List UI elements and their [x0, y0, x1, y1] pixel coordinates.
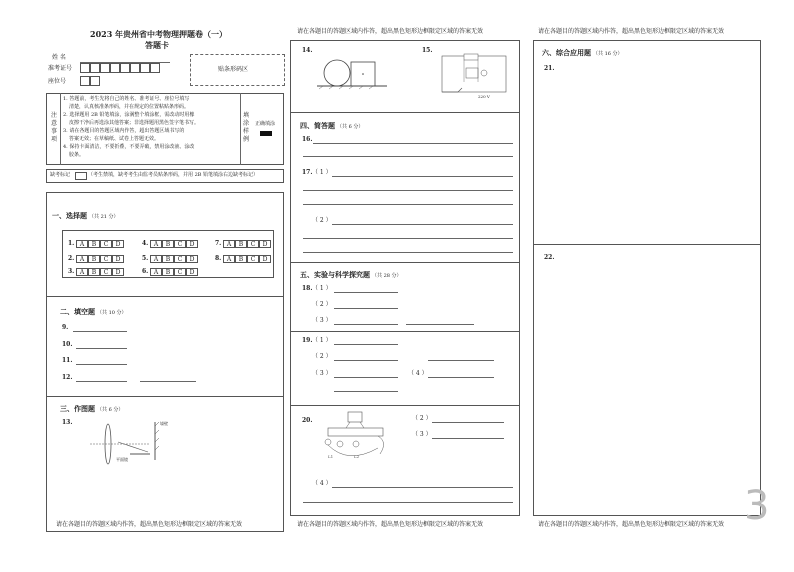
middle-warning-top: 请在各题目的答题区域内作答，超出黑色矩形边框限定区域的答案无效 — [297, 28, 484, 35]
q19-extra-blank[interactable] — [334, 391, 398, 392]
page-title: 2023 年贵州省中考物理押题卷（一） — [90, 29, 228, 39]
q19-part-3: （ 3 ） — [312, 370, 332, 377]
q16-num: 16. — [302, 136, 313, 143]
absent-mark[interactable] — [75, 172, 87, 180]
q20-4-line-1[interactable] — [332, 487, 513, 488]
section-5-title: 五、实验与科学探究题 — [300, 270, 370, 279]
section-3-score: （共 6 分） — [97, 407, 124, 413]
q19-2-blank-1[interactable] — [334, 360, 398, 361]
q17-1-line-3[interactable] — [303, 204, 513, 205]
choice-1-options[interactable]: A B C D — [76, 240, 124, 248]
q20-part-4: （ 4 ） — [312, 480, 332, 487]
q20-part-2: （ 2 ） — [412, 415, 432, 422]
section-1-title: 一、选择题 — [52, 211, 87, 220]
page-subtitle: 答题卡 — [145, 40, 169, 50]
q17-1-line-1[interactable] — [332, 176, 513, 177]
q20-3-blank[interactable] — [432, 438, 504, 439]
choice-7-num: 7. — [215, 240, 222, 247]
q11-num: 11. — [62, 357, 73, 364]
correct-fill-sample — [260, 131, 272, 136]
q17-2-line-2[interactable] — [303, 238, 513, 239]
seat-cells[interactable] — [80, 76, 100, 86]
q18-3-blank-1[interactable] — [334, 324, 398, 325]
choice-4-options[interactable]: A B C D — [150, 240, 198, 248]
choice-4-num: 4. — [142, 240, 149, 247]
q18-1-blank[interactable] — [334, 292, 398, 293]
q17-2-line-3[interactable] — [303, 252, 513, 253]
section-2-score: （共 10 分） — [97, 310, 127, 316]
q20-circuit-figure[interactable] — [318, 410, 398, 465]
q17-2-line-1[interactable] — [332, 224, 513, 225]
absent-label: 缺考标记 — [50, 172, 71, 178]
q15-num: 15. — [422, 47, 433, 54]
q16-line-2[interactable] — [303, 156, 513, 157]
section-3-title: 三、作图题 — [60, 404, 95, 413]
q12-num: 12. — [62, 374, 73, 381]
svg-text:L2: L2 — [354, 454, 360, 459]
q19-3-blank[interactable] — [334, 377, 398, 378]
q18-part-1: （ 1 ） — [312, 285, 332, 292]
right-warning-top: 请在各题目的答题区域内作答，超出黑色矩形边框限定区域的答案无效 — [538, 28, 725, 35]
section-6-score: （共 16 分） — [593, 51, 623, 57]
choice-6-options[interactable]: A B C D — [150, 268, 198, 276]
q10-num: 10. — [62, 341, 73, 348]
voltage-label: 220 V — [478, 94, 490, 99]
q14-figure[interactable] — [315, 56, 390, 92]
section-5-score: （共 28 分） — [372, 273, 402, 279]
q18-part-3: （ 3 ） — [312, 317, 332, 324]
name-label: 姓 名 — [52, 54, 66, 61]
barcode-label: 贴条形码区 — [218, 66, 249, 73]
q14-num: 14. — [302, 47, 313, 54]
correct-label: 正确填涂 — [255, 121, 276, 127]
svg-text:L1: L1 — [328, 454, 334, 459]
choice-6-num: 6. — [142, 268, 149, 275]
q19-part-2: （ 2 ） — [312, 353, 332, 360]
q18-3-blank-2[interactable] — [406, 324, 474, 325]
q20-2-blank[interactable] — [432, 422, 504, 423]
exam-no-cells[interactable] — [80, 63, 160, 73]
q22-num: 22. — [544, 254, 555, 261]
q12-blank-2[interactable] — [140, 381, 196, 382]
absent-note: （考生禁填，缺考考生由监考员贴条形码，并用 2B 铅笔填涂右边缺考标记） — [88, 172, 259, 178]
choice-7-options[interactable]: A B C D — [223, 240, 271, 248]
page-number: 3 — [744, 483, 770, 529]
q17-part-1: （ 1 ） — [312, 169, 332, 176]
q11-blank[interactable] — [76, 364, 127, 365]
choice-8-options[interactable]: A B C D — [223, 255, 271, 263]
q20-num: 20. — [302, 417, 313, 424]
q19-num: 19. — [302, 337, 313, 344]
q13-num: 13. — [62, 419, 73, 426]
section-6-title: 六、综合应用题 — [542, 48, 591, 57]
q20-part-3: （ 3 ） — [412, 431, 432, 438]
choice-3-options[interactable]: A B C D — [76, 268, 124, 276]
section-1-score: （共 21 分） — [89, 214, 119, 220]
right-warning-bottom: 请在各题目的答题区域内作答，超出黑色矩形边框限定区域的答案无效 — [538, 521, 725, 528]
q19-2-blank-2[interactable] — [428, 360, 494, 361]
q19-part-4: （ 4 ） — [408, 370, 428, 377]
q21-num: 21. — [544, 65, 555, 72]
q18-num: 18. — [302, 285, 313, 292]
mirror-label: 平面镜 — [116, 457, 128, 462]
sample-label: 填涂样例 — [243, 112, 250, 143]
choice-5-options[interactable]: A B C D — [150, 255, 198, 263]
q19-part-1: （ 1 ） — [312, 337, 332, 344]
q17-part-2: （ 2 ） — [312, 217, 332, 224]
q17-num: 17. — [302, 169, 313, 176]
notes-label: 注意事项 — [51, 112, 58, 143]
section-4-score: （共 6 分） — [337, 124, 364, 130]
q13-figure[interactable] — [90, 420, 180, 470]
q10-blank[interactable] — [76, 348, 127, 349]
q9-num: 9. — [62, 324, 69, 331]
choice-5-num: 5. — [142, 255, 149, 262]
q9-blank[interactable] — [73, 331, 127, 332]
q22-answer-area[interactable] — [535, 268, 759, 508]
choice-2-options[interactable]: A B C D — [76, 255, 124, 263]
q19-4-blank[interactable] — [428, 377, 494, 378]
q17-1-line-2[interactable] — [303, 190, 513, 191]
q15-circuit[interactable] — [438, 52, 510, 100]
choice-3-num: 3. — [68, 268, 75, 275]
middle-warning-bottom: 请在各题目的答题区域内作答，超出黑色矩形边框限定区域的答案无效 — [297, 521, 484, 528]
section-4-title: 四、简答题 — [300, 121, 335, 130]
wall-label: 墙壁 — [160, 421, 168, 426]
choice-8-num: 8. — [215, 255, 222, 262]
q20-4-line-2[interactable] — [303, 502, 513, 503]
q12-blank-1[interactable] — [76, 381, 127, 382]
q21-answer-area[interactable] — [535, 80, 759, 240]
q18-part-2: （ 2 ） — [312, 301, 332, 308]
q18-2-blank[interactable] — [334, 308, 398, 309]
exam-no-label: 准考证号 — [48, 65, 73, 72]
section-2-title: 二、填空题 — [60, 307, 95, 316]
choice-1-num: 1. — [68, 240, 75, 247]
seat-label: 座位号 — [48, 78, 67, 85]
q16-line-1[interactable] — [313, 143, 513, 144]
left-warning: 请在各题目的答题区域内作答，超出黑色矩形边框限定区域的答案无效 — [56, 521, 243, 528]
choice-2-num: 2. — [68, 255, 75, 262]
q19-1-blank[interactable] — [334, 344, 398, 345]
